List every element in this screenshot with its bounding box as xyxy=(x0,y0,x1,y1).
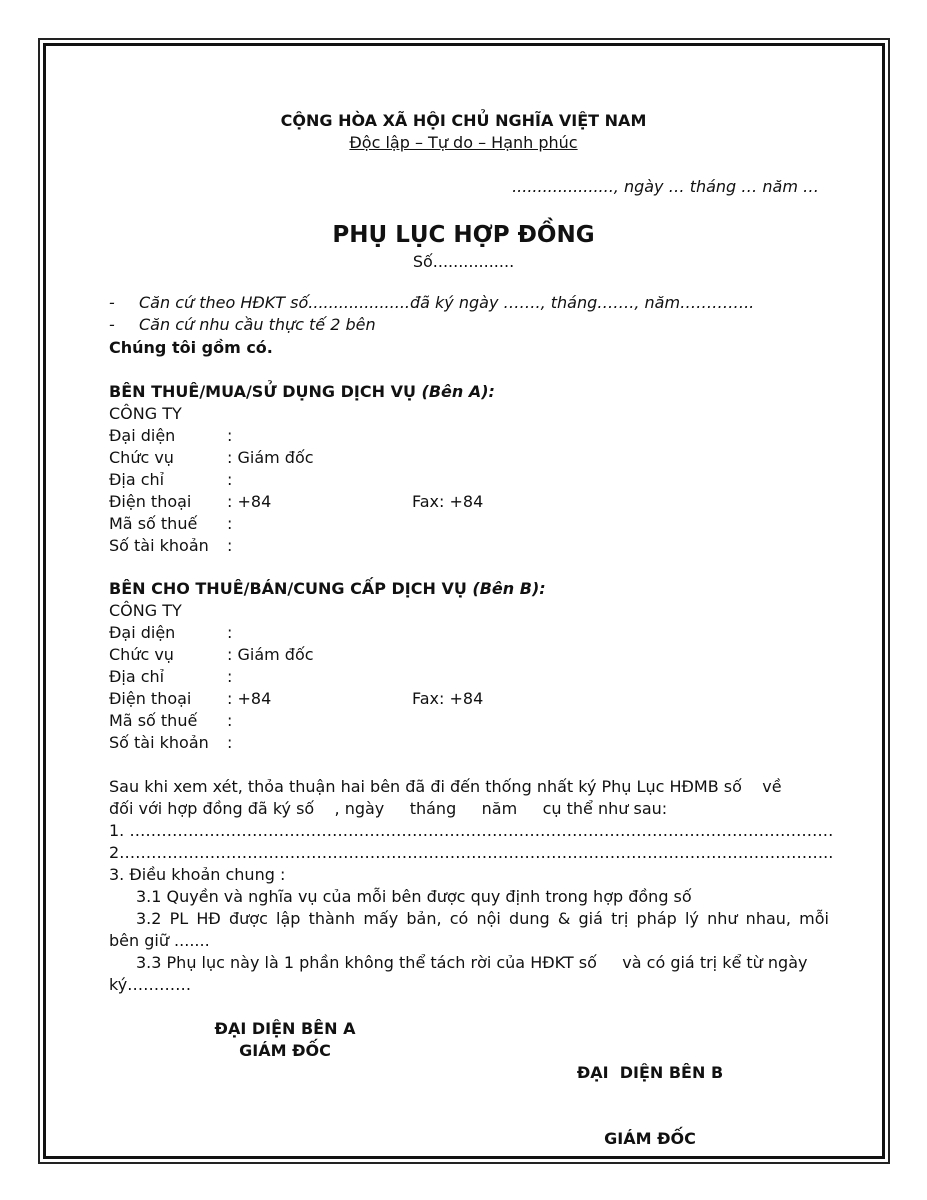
field-label: Đại diện xyxy=(109,426,176,445)
party-a-heading xyxy=(109,381,495,403)
list-item-1: 1. …………………………………………………………………………………………………………………… xyxy=(109,821,834,840)
party-b-row xyxy=(109,710,232,732)
field-value: : xyxy=(227,623,233,642)
party-a-row xyxy=(109,513,232,535)
clause-3-2: 3.2 PL HĐ được lập thành mấy bản, có nội dung & giá trị pháp lý như nhau, mỗi xyxy=(136,909,829,928)
party-a-row xyxy=(109,447,314,469)
field-label: Mã số thuế xyxy=(109,514,198,533)
party-b-company: CÔNG TY xyxy=(109,601,182,620)
field-value: : xyxy=(227,426,233,445)
parties-intro: Chúng tôi gồm có. xyxy=(109,338,273,357)
national-motto: Độc lập – Tự do – Hạnh phúc xyxy=(349,133,578,152)
field-value: : xyxy=(227,536,233,555)
bullet: - xyxy=(109,315,115,334)
party-a-company: CÔNG TY xyxy=(109,404,182,423)
fax-field: Fax: +84 xyxy=(412,689,484,708)
field-label: Địa chỉ xyxy=(109,470,165,489)
party-b-row xyxy=(109,644,314,666)
agreement-intro-line: đối với hợp đồng đã ký số , ngày tháng năm cụ thể như sau: xyxy=(109,799,668,818)
field-label: Chức vụ xyxy=(109,645,174,664)
field-value: : xyxy=(227,733,233,752)
document-title: PHỤ LỤC HỢP ĐỒNG xyxy=(332,222,595,248)
field-value: : Giám đốc xyxy=(227,645,314,664)
signature-b-title: ĐẠI DIỆN BÊN B xyxy=(576,1063,724,1082)
basis-text: Căn cứ nhu cầu thực tế 2 bên xyxy=(139,315,376,334)
field-value: : +84 xyxy=(227,689,272,708)
clause-3-3-cont: ký………… xyxy=(109,975,192,994)
agreement-intro-line: Sau khi xem xét, thỏa thuận hai bên đã đi đến thống nhất ký Phụ Lục HĐMB số về xyxy=(109,777,782,796)
field-value: : Giám đốc xyxy=(227,448,314,467)
field-value: : xyxy=(227,514,233,533)
country-heading: CỘNG HÒA XÃ HỘI CHỦ NGHĨA VIỆT NAM xyxy=(280,111,647,130)
field-label: Chức vụ xyxy=(109,448,174,467)
party-b-row xyxy=(109,622,232,644)
party-b-heading-text: BÊN CHO THUÊ/BÁN/CUNG CẤP DỊCH VỤ xyxy=(109,579,467,598)
fax-field: Fax: +84 xyxy=(412,492,484,511)
party-a-row xyxy=(109,535,232,557)
signature-b-role: GIÁM ĐỐC xyxy=(604,1129,696,1148)
signature-a-title: ĐẠI DIỆN BÊN A xyxy=(214,1019,356,1038)
basis-item xyxy=(109,292,754,314)
clause-3-3: 3.3 Phụ lục này là 1 phần không thể tách rời của HĐKT số và có giá trị kể từ ngày xyxy=(136,953,808,972)
party-b-row xyxy=(109,688,484,710)
party-b-tag: (Bên B): xyxy=(472,579,546,598)
field-value: : +84 xyxy=(227,492,272,511)
party-b-heading xyxy=(109,578,546,600)
field-label: Số tài khoản xyxy=(109,536,209,555)
field-label: Đại diện xyxy=(109,623,176,642)
basis-text: Căn cứ theo HĐKT số....................đã ký ngày ……., tháng……., năm………….. xyxy=(139,293,755,312)
party-b-row xyxy=(109,666,232,688)
field-value: : xyxy=(227,711,233,730)
field-label: Mã số thuế xyxy=(109,711,198,730)
party-b-row xyxy=(109,732,232,754)
bullet: - xyxy=(109,293,115,312)
field-label: Điện thoại xyxy=(109,689,192,708)
basis-item xyxy=(109,314,376,336)
document-number: Số................ xyxy=(412,252,515,271)
party-a-row xyxy=(109,425,232,447)
clause-3-1: 3.1 Quyền và nghĩa vụ của mỗi bên được quy định trong hợp đồng số xyxy=(136,887,692,906)
date-line: ...................., ngày … tháng … năm … xyxy=(512,177,819,196)
party-a-tag: (Bên A): xyxy=(421,382,495,401)
party-a-heading-text: BÊN THUÊ/MUA/SỬ DỤNG DỊCH VỤ xyxy=(109,382,416,401)
field-value: : xyxy=(227,667,233,686)
clause-3-2-cont: bên giữ ....... xyxy=(109,931,210,950)
signature-block-a xyxy=(135,1018,435,1062)
list-item-2: 2…………………………………………………………………………………………………………………….. xyxy=(109,843,834,862)
field-value: : xyxy=(227,470,233,489)
field-label: Điện thoại xyxy=(109,492,192,511)
field-label: Địa chỉ xyxy=(109,667,165,686)
signature-a-role: GIÁM ĐỐC xyxy=(239,1041,331,1060)
party-a-row xyxy=(109,491,484,513)
list-item-3: 3. Điều khoản chung : xyxy=(109,865,286,884)
party-a-row xyxy=(109,469,232,491)
field-label: Số tài khoản xyxy=(109,733,209,752)
signature-block-b xyxy=(500,1018,800,1172)
